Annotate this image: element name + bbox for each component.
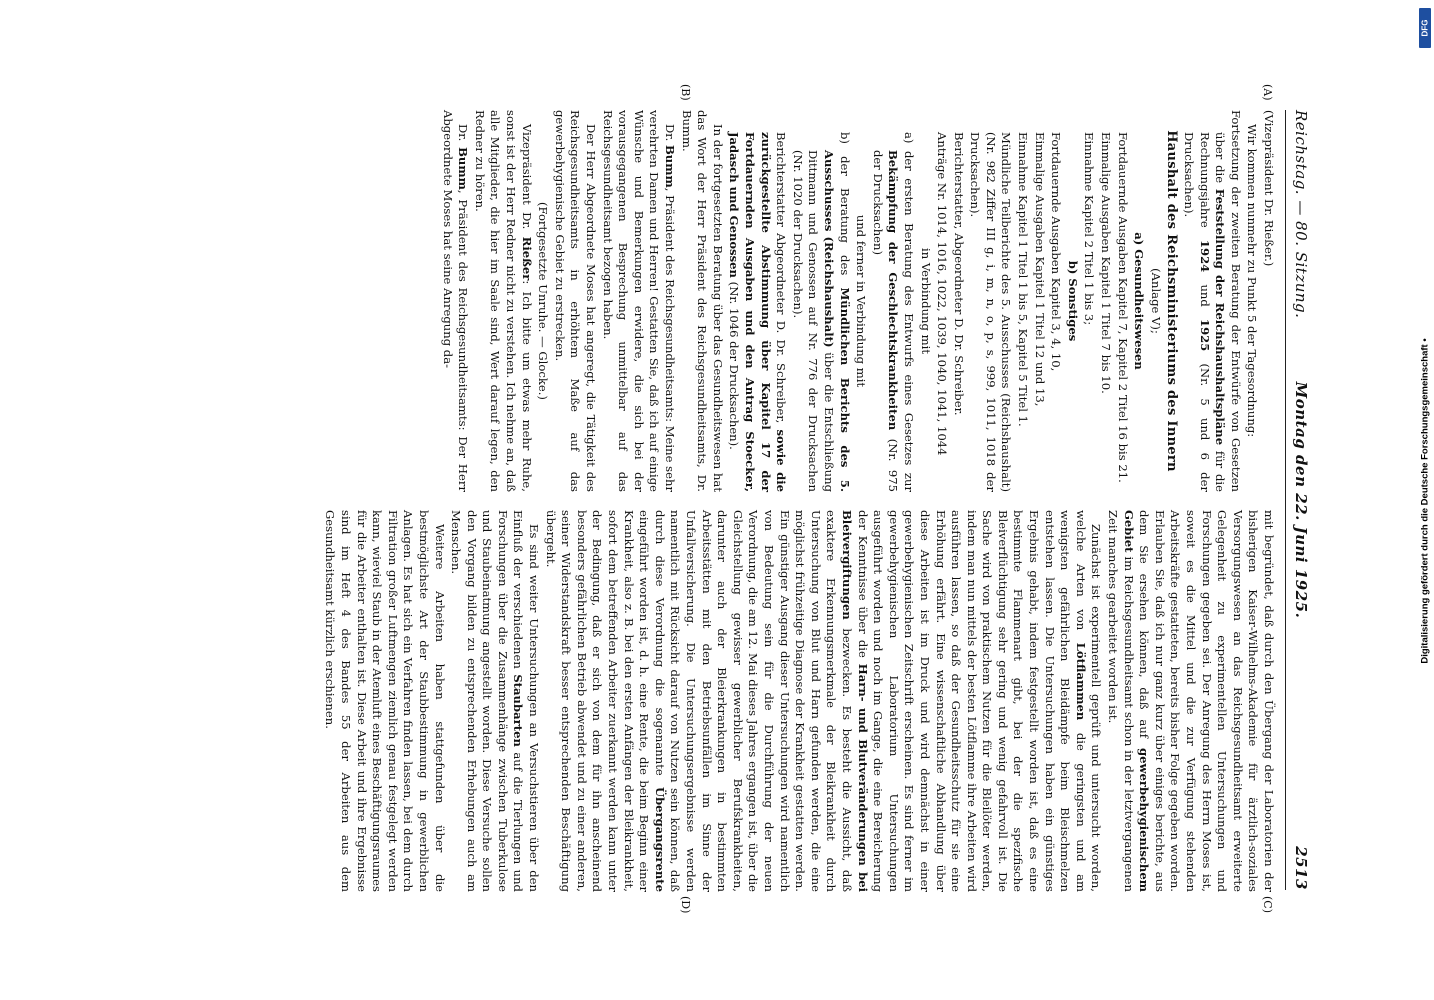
page-header	[1285, 110, 1312, 890]
speaker-tag: (Vizepräsident Dr. Rießer.)	[1262, 110, 1276, 267]
margin-mark-a: (A)	[1261, 84, 1274, 101]
budget-line: Fortdauernde Ausgaben Kapitel 3, 4, 10,	[1049, 132, 1064, 372]
budget-line: Fortdauernde Ausgaben Kapitel 7, Kapitel 2 Titel 16 bis 21.	[1115, 132, 1130, 483]
speech-paragraph: Der Herr Abgeordnete Moses hat angeregt, die Tätigkeit des Reichsgesundheitsamts in erhöhtem Maße auf das gewerbehygienische Gebiet zu erstrecken.	[552, 110, 599, 492]
paragraph: Wir kommen nunmehr zu Punkt 5 der Tagesordnung:	[1245, 124, 1260, 438]
rapporteur-line: Berichterstatter Abgeordneter D. Dr. Schreiber, sowie die zurückgestellte Abstimmung über Kapitel 17 der Fortdauernden Ausgaben und den Antrag Stoecker, Jadasch und Genossen (Nr. 1046 der Drucksachen).	[727, 132, 789, 492]
subsection-heading: b) Sonstiges	[1065, 260, 1080, 342]
section-heading: Haushalt des Reichsministeriums des Innern	[1164, 130, 1180, 472]
budget-line: Einmalige Ausgaben Kapitel 1 Titel 12 und 13,	[1032, 132, 1047, 407]
stage-direction: (Fortgesetzte Unruhe. — Glocke.)	[536, 202, 551, 400]
report-line: Mündliche Teilberichte des 5. Ausschusses (Reichshaushalt) (Nr. 982 Ziffer III g, i, m, n, o, p, s, 999, 1011, 1018 der Drucksachen).	[968, 132, 1014, 492]
agenda-subitem: a) der ersten Beratung des Entwurfs eines Gesetzes zur Bekämpfung der Geschlechtskrankheiten (Nr. 975 der Drucksachen)	[870, 132, 916, 492]
agenda-item: Fortsetzung der zweiten Beratung der Entwürfe von Gesetzen über die Feststellung der Reichshaushaltspläne für die Rechnungsjahre 1924 und 1925 (Nr. 5 und 6 der Drucksachen).	[1182, 110, 1243, 492]
budget-line: Einmalige Ausgaben Kapitel 1 Titel 7 bis 10.	[1099, 132, 1114, 394]
margin-mark-b: (B)	[679, 84, 692, 101]
digitization-credit: Digitalisierung gefördert durch die Deutsche Forschungsgemeinschaft •	[1419, 338, 1431, 664]
rapporteur-line: Berichterstatter, Abgeordneter D. Dr. Schreiber.	[951, 132, 966, 416]
margin-mark-c: (C)	[1261, 896, 1274, 913]
speech-paragraph: Vizepräsident Dr. Rießer: Ich bitte um etwas mehr Ruhe, sonst ist der Herr Redner nicht zu verstehen. Ich nehme an, daß alle Mitglieder, die hier im Saale sind, Wert darauf legen, den Redner zu hören.	[472, 110, 534, 492]
budget-line: Einnahme Kapitel 2 Titel 1 bis 3;	[1082, 132, 1097, 326]
annex-label: (Anlage V);	[1148, 268, 1163, 334]
right-column	[321, 510, 1276, 892]
speech-paragraph: Zunächst ist experimentell geprüft und untersucht worden, welche Arten von Lötflammen die geringsten und am wenigsten gefährlichen Bleidämpfe beim Bleischmelzen entstehen lassen. Die Untersuchungen haben ein günstiges Ergebnis gehabt, indem festgestellt worden ist, daß es eine bestimmte Flammenart gibt, bei der die spezifische Bleiverflüchtigung sehr gering und wenig gefahrvoll ist. Die Sache wird von praktischem Nutzen für die Bleilöter werden, indem man nun mittels der besten Lötflamme ihre Arbeiten wird ausführen lassen, so daß der Gesundheitsschutz für sie eine Erhöhung erfährt. Eine wissenschaftliche Abhandlung über diese Arbeiten ist im Druck und wird demnächst in einer gewerbehygienischen Zeitschrift erscheinen. Es sind ferner im gewerbehygienischen Laboratorium Untersuchungen ausgeführt worden und noch im Gange, die eine Bereicherung der Kenntnisse über die Harn- und Blutveränderungen bei Bleivergiftungen bezwecken. Es besteht die Aussicht, daß exaktere Erkennungsmerkmale der Bleikrankheit durch Untersuchung von Blut und Harn gefunden werden, die eine möglichst frühzeitige Diagnose der Krankheit gestatten werden. Ein günstiger Ausgang dieser Untersuchungen wird namentlich von Bedeutung sein für die Durchführung der neuen Verordnung, die am 12. Mai dieses Jahres ergangen ist, über die Gleichstellung gewisser gewerblicher Berufskrankheiten, darunter auch der Bleierkrankungen in bestimmten Arbeitsstätten mit den Betriebsunfällen im Sinne der Unfallversicherung. Die Untersuchungsergebnisse werden namentlich mit Rücksicht darauf von Nutzen sein können, daß durch diese Verordnung die sogenannte Übergangsrente eingeführt worden ist, d. h. eine Rente, die beim Beginn einer Krankheit, also z. B. bei den ersten Anfängen der Bleikrankheit, sofort dem betreffenden Arbeiter zuerkannt werden kann unter der Bedingung, daß er sich von dem für ihn anscheinend besonders gefährlichen Betrieb abwendet und zu einer anderen, seiner Widerstandskraft besser entsprechenden Beschäftigung übergeht.	[543, 510, 1104, 892]
agenda-subitem: b) der Beratung des Mündlichen Berichts des 5. Ausschusses (Reichshaushalt) über die Entschließung Dittmann und Genossen auf Nr. 776 der Drucksachen (Nr. 1020 der Drucksachen).	[790, 132, 852, 492]
dfg-logo: DFG	[1419, 8, 1431, 48]
page-number: 2513	[1292, 846, 1310, 890]
paragraph: In der fortgesetzten Beratung über das Gesundheitswesen hat das Wort der Herr Präsident des Reichsgesundheitsamts, Dr. Bumm.	[679, 110, 725, 492]
header-session: Reichstag. — 80. Sitzung.	[1292, 110, 1310, 319]
speech-paragraph: Dr. Bumm, Präsident des Reichsgesundheitsamts: Meine sehr verehrten Damen und Herren! Gestatten Sie, daß ich auf einige Wünsche und Bemerkungen erwidere, die sich bei der vorausgegangenen Besprechung unmittelbar auf das Reichsgesundheitsamt bezogen haben.	[600, 110, 678, 492]
speech-paragraph: Weitere Arbeiten haben stattgefunden über die bestmöglichste Art der Staubbestimmung in gewerblichen Anlagen. Es hat sich ein Verfahren finden lassen, bei dem durch Filtration großer Luftmengen ziemlich genau festgelegt werden kann, wieviel Staub in der Atemluft eines Beschäftigungsraumes für die Arbeiter enthalten ist. Diese Arbeit und ihre Ergebnisse sind im Heft 4 des Bandes 55 der Arbeiten aus dem Gesundheitsamt kürzlich erschienen.	[323, 510, 447, 892]
subsection-heading: a) Gesundheitswesen	[1132, 232, 1147, 370]
speech-paragraph: mit begründet, daß durch den Übergang der Laboratorien der bisherigen Kaiser-Wilhelms-Akademie für ärztlich-soziales Versorgungswesen an das Reichsgesundheitsamt erweiterte Gelegenheit zu experimentellen Untersuchungen und Forschungen gegeben sei. Der Anregung des Herrn Moses ist, soweit es die Mittel und die zur Verfügung stehenden Arbeitskräfte gestatteten, bereits bisher Folge gegeben worden. Erlauben Sie, daß ich nur ganz kurz über einiges berichte, aus dem Sie ersehen können, daß auf gewerbehygienischem Gebiet im Reichsgesundheitsamt schon in der letztvergangenen Zeit manches gearbeitet worden ist.	[1106, 510, 1276, 892]
header-date: Montag den 22. Juni 1925.	[1292, 381, 1310, 619]
speech-paragraph: Es sind weiter Untersuchungen an Versuchstieren über den Einfluß der verschiedenen Staubarten auf die Tierlungen und Forschungen über die Zusammenhänge zwischen Tuberkulose und Staubeinatmung angestellt worden. Diese Versuche sollen den Vorgang bilden zu entsprechenden Erhebungen auch am Menschen.	[449, 510, 542, 892]
speech-paragraph: Dr. Bumm, Präsident des Reichsgesundheitsamts: Der Herr Abgeordnete Moses hat seine Anregung da-	[440, 110, 471, 492]
dfg-credit-strip	[1418, 6, 1432, 996]
margin-mark-d: (D)	[679, 896, 692, 914]
motions-line: Anträge Nr. 1014, 1016, 1022, 1039, 1040, 1041, 1044	[935, 132, 950, 456]
rotated-page	[102, 70, 1332, 930]
connector-text: in Verbindung mit	[918, 248, 933, 354]
left-column	[438, 110, 1276, 492]
budget-line: Einnahme Kapitel 1 Titel 1 bis 5, Kapitel 5 Titel 1.	[1016, 132, 1031, 427]
connector-text: und ferner in Verbindung mit	[854, 214, 869, 388]
